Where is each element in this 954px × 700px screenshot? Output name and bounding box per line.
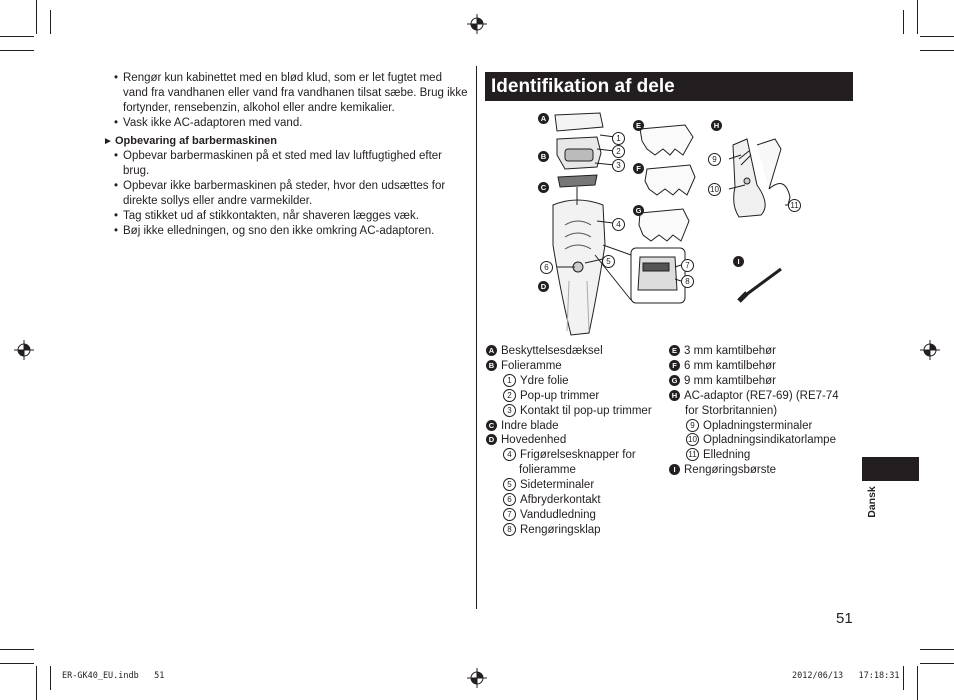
footer-file: ER-GK40_EU.indb 51 — [62, 671, 165, 681]
part-item — [686, 433, 836, 448]
part-number: 2 — [503, 389, 516, 402]
part-item — [669, 374, 776, 389]
crop-mark — [50, 666, 51, 690]
part-item — [503, 389, 599, 404]
part-label: Opladningsindikatorlampe — [703, 434, 836, 446]
care-instructions — [103, 71, 468, 239]
part-label: Hovedenhed — [501, 434, 567, 446]
part-item-continued — [519, 463, 576, 478]
part-label: Sideterminaler — [520, 479, 595, 491]
diagram-number: 11 — [788, 199, 801, 212]
part-item — [486, 433, 566, 448]
part-badge: C — [486, 420, 497, 431]
part-badge: I — [669, 464, 680, 475]
diagram-number: 8 — [681, 275, 694, 288]
crop-mark — [920, 663, 954, 664]
part-label: Afbryderkontakt — [520, 494, 601, 506]
crop-mark — [0, 663, 34, 664]
part-number: 1 — [503, 374, 516, 387]
diagram-badge: H — [711, 120, 722, 131]
part-badge: F — [669, 360, 680, 371]
part-badge: G — [669, 375, 680, 386]
part-item — [486, 344, 603, 359]
crop-mark — [917, 0, 918, 34]
diagram-number: 9 — [708, 153, 721, 166]
part-label: folieramme — [519, 464, 576, 476]
crop-mark — [50, 10, 51, 34]
crop-mark — [0, 649, 34, 650]
registration-mark-icon — [920, 340, 940, 360]
diagram-number: 7 — [681, 259, 694, 272]
part-badge: E — [669, 345, 680, 356]
bullet-item: • Vask ikke AC-adaptoren med vand. — [114, 117, 303, 129]
diagram-number: 5 — [602, 255, 615, 268]
part-number: 6 — [503, 493, 516, 506]
part-label: for Storbritannien) — [685, 405, 778, 417]
part-item — [486, 359, 562, 374]
diagram-number: 3 — [612, 159, 625, 172]
part-badge: A — [486, 345, 497, 356]
crop-mark — [917, 666, 918, 700]
crop-mark — [920, 36, 954, 37]
part-item — [686, 419, 812, 434]
diagram-number: 4 — [612, 218, 625, 231]
registration-mark-icon — [467, 14, 487, 34]
part-label: Rengøringsbørste — [684, 464, 777, 476]
bullet-text: Opbevar ikke barbermaskinen på steder, hvor den udsættes for direkte sollys eller andre varmekilder. — [123, 180, 446, 207]
part-item — [503, 508, 596, 523]
part-number: 11 — [686, 448, 699, 461]
part-label: Kontakt til pop-up trimmer — [520, 405, 652, 417]
part-item — [503, 374, 569, 389]
part-number: 5 — [503, 478, 516, 491]
part-item — [669, 389, 839, 404]
part-number: 10 — [686, 433, 699, 446]
part-label: Opladningsterminaler — [703, 420, 813, 432]
bullet-item: • Opbevar barbermaskinen på et sted med lav luftfugtighed efter brug. — [114, 150, 442, 177]
part-label: 6 mm kamtilbehør — [684, 360, 777, 372]
section-title: Identifikation af dele — [485, 72, 853, 101]
part-badge: H — [669, 390, 680, 401]
part-number: 9 — [686, 419, 699, 432]
part-number: 8 — [503, 523, 516, 536]
diagram-badge: D — [538, 281, 549, 292]
crop-mark — [920, 50, 954, 51]
diagram-badge: A — [538, 113, 549, 124]
language-label — [864, 488, 878, 518]
part-label: Frigørelsesknapper for — [520, 449, 636, 461]
diagram-badge: E — [633, 120, 644, 131]
diagram-badge: F — [633, 163, 644, 174]
part-item — [669, 463, 776, 478]
part-badge: D — [486, 434, 497, 445]
diagram-badge: C — [538, 182, 549, 193]
part-item — [503, 404, 652, 419]
part-number: 3 — [503, 404, 516, 417]
part-item — [503, 523, 601, 538]
part-label: Vandudledning — [520, 509, 596, 521]
part-item — [686, 448, 750, 463]
crop-mark — [36, 0, 37, 34]
bullet-item: • Tag stikket ud af stikkontakten, når shaveren lægges væk. — [114, 210, 419, 222]
bullet-item: • Opbevar ikke barbermaskinen på steder, hvor den udsættes for direkte sollys eller andre varmekilder. — [114, 180, 446, 207]
part-label: Ydre folie — [520, 375, 569, 387]
crop-mark — [903, 666, 904, 690]
triangle-icon: ► — [103, 136, 113, 147]
registration-mark-icon — [14, 340, 34, 360]
diagram-badge: G — [633, 205, 644, 216]
part-label: Indre blade — [501, 420, 559, 432]
diagram-number: 2 — [612, 145, 625, 158]
bullet-text: Bøj ikke elledningen, og sno den ikke omkring AC-adaptoren. — [123, 225, 435, 237]
bullet-item: • Bøj ikke elledningen, og sno den ikke omkring AC-adaptoren. — [114, 225, 435, 237]
part-label: Beskyttelsesdæksel — [501, 345, 603, 357]
part-badge: B — [486, 360, 497, 371]
crop-mark — [36, 666, 37, 700]
footer-timestamp: 2012/06/13 17:18:31 — [792, 671, 900, 681]
diagram-number: 10 — [708, 183, 721, 196]
part-label: Rengøringsklap — [520, 524, 601, 536]
bullet-text: Tag stikket ud af stikkontakten, når shaveren lægges væk. — [123, 210, 419, 222]
language-label-text: Dansk — [865, 486, 878, 518]
crop-mark — [0, 36, 34, 37]
diagram-badge: I — [733, 256, 744, 267]
part-item-continued — [685, 404, 777, 419]
crop-mark — [920, 649, 954, 650]
part-label: Pop-up trimmer — [520, 390, 600, 402]
bullet-item: • Rengør kun kabinettet med en blød klud, som er let fugtet med vand fra vandhanen eller vand fra vandhanen tilsat sæbe. Brug ikke fortynder, rensebenzin, alkohol eller andre kemikalier. — [114, 72, 468, 114]
part-label: Folieramme — [501, 360, 562, 372]
part-item — [486, 419, 559, 434]
crop-mark — [903, 10, 904, 34]
part-label: 9 mm kamtilbehør — [684, 375, 777, 387]
column-divider — [476, 66, 477, 609]
page-number: 51 — [836, 610, 853, 627]
shaver-parts-diagram — [485, 105, 855, 340]
bullet-text: Opbevar barbermaskinen på et sted med lav luftfugtighed efter brug. — [123, 150, 442, 177]
part-number: 7 — [503, 508, 516, 521]
language-tab — [862, 457, 919, 481]
part-label: Elledning — [703, 449, 751, 461]
crop-mark — [0, 50, 34, 51]
part-number: 4 — [503, 448, 516, 461]
part-item — [503, 478, 594, 493]
storage-heading-text: Opbevaring af barbermaskinen — [115, 135, 277, 147]
part-item — [503, 493, 601, 508]
bullet-text: Rengør kun kabinettet med en blød klud, som er let fugtet med vand fra vandhanen eller vand fra vandhanen tilsat sæbe. Brug ikke fortynder, rensebenzin, alkohol eller andre kemikalier. — [123, 72, 468, 114]
part-item — [669, 344, 776, 359]
part-label: 3 mm kamtilbehør — [684, 345, 777, 357]
registration-mark-icon — [467, 668, 487, 688]
diagram-badge: B — [538, 151, 549, 162]
diagram-number: 6 — [540, 261, 553, 274]
part-item — [669, 359, 776, 374]
part-item — [503, 448, 636, 463]
diagram-number: 1 — [612, 132, 625, 145]
storage-heading — [103, 134, 468, 149]
part-label: AC-adaptor (RE7-69) (RE7-74 — [684, 390, 839, 402]
bullet-text: Vask ikke AC-adaptoren med vand. — [123, 117, 303, 129]
